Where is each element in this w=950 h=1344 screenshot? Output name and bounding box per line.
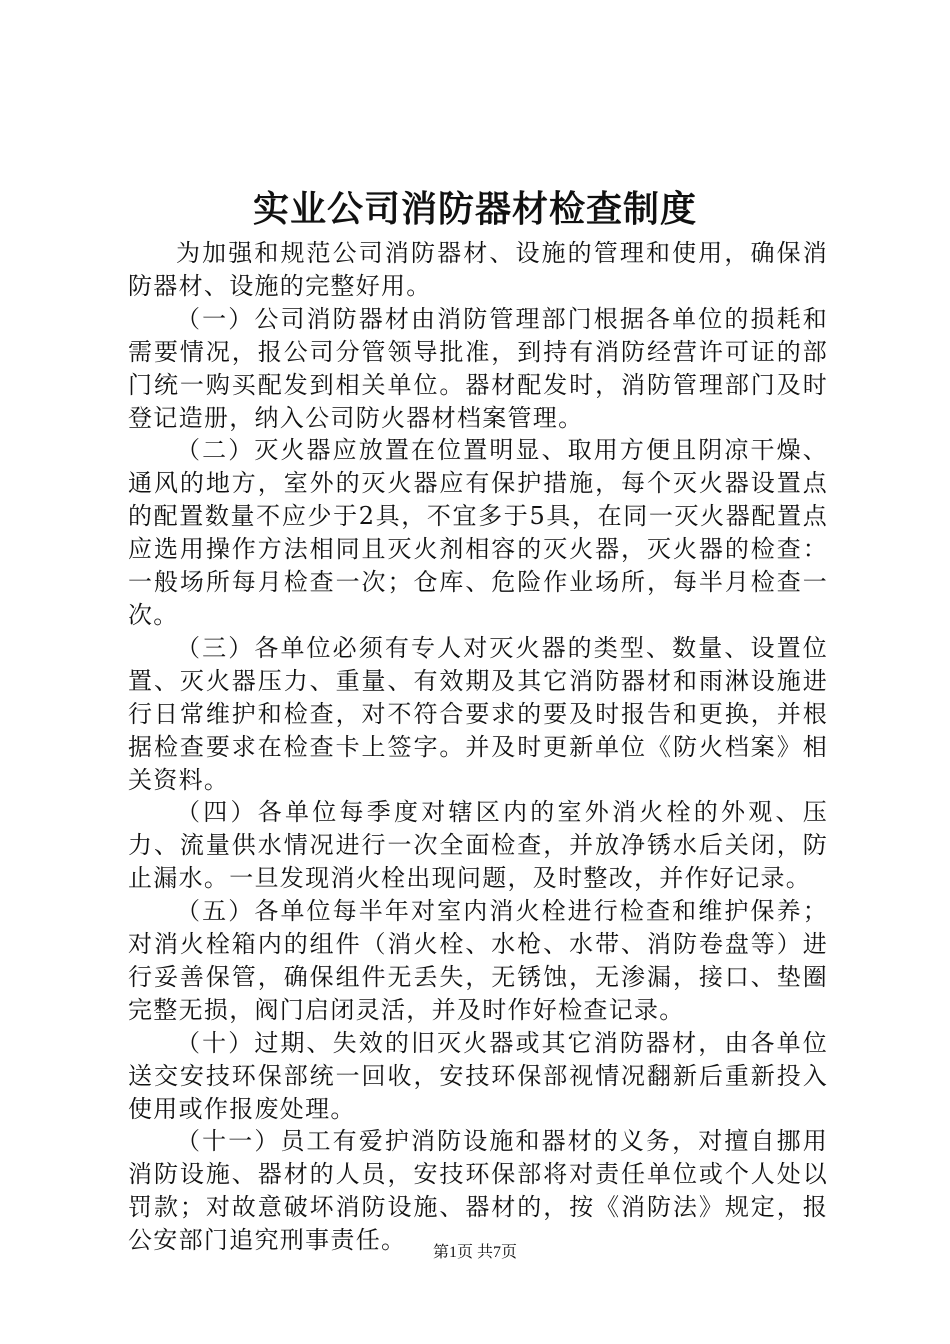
paragraph-item-5: （五）各单位每半年对室内消火栓进行检查和维护保养；对消火栓箱内的组件（消火栓、水枪、水带、消防卷盘等）进行妥善保管，确保组件无丢失，无锈蚀，无渗漏，接口、垫圈完整无损，阀门启闭灵活，并及时作好检查记录。 bbox=[128, 897, 828, 1024]
document-body bbox=[128, 237, 828, 1257]
paragraph-intro: 为加强和规范公司消防器材、设施的管理和使用，确保消防器材、设施的完整好用。 bbox=[128, 239, 828, 300]
page-footer: 第1页 共7页 bbox=[432, 1244, 517, 1261]
document-title: 实业公司消防器材检查制度 bbox=[252, 189, 697, 230]
paragraph-item-10: （十）过期、失效的旧灭火器或其它消防器材，由各单位送交安技环保部统一回收，安技环保部视情况翻新后重新投入使用或作报废处理。 bbox=[128, 1028, 828, 1123]
paragraph-item-2: （二）灭火器应放置在位置明显、取用方便且阴凉干燥、通风的地方，室外的灭火器应有保护措施，每个灭火器设置点的配置数量不应少于2具，不宜多于5具，在同一灭火器配置点应选用操作方法相同且灭火剂相容的灭火器，灭火器的检查：一般场所每月检查一次；仓库、危险作业场所，每半月检查一次。 bbox=[128, 436, 828, 629]
paragraph-item-11: （十一）员工有爱护消防设施和器材的义务，对擅自挪用消防设施、器材的人员，安技环保部将对责任单位或个人处以罚款；对故意破坏消防设施、器材的，按《消防法》规定，报公安部门追究刑事责任。 bbox=[128, 1127, 828, 1255]
paragraph-item-1: （一）公司消防器材由消防管理部门根据各单位的损耗和需要情况，报公司分管领导批准，到持有消防经营许可证的部门统一购买配发到相关单位。器材配发时，消防管理部门及时登记造册，纳入公司防火器材档案管理。 bbox=[128, 304, 828, 432]
paragraph-item-3: （三）各单位必须有专人对灭火器的类型、数量、设置位置、灭火器压力、重量、有效期及其它消防器材和雨淋设施进行日常维护和检查，对不符合要求的要及时报告和更换，并根据检查要求在检查卡上签字。并及时更新单位《防火档案》相关资料。 bbox=[128, 633, 828, 794]
paragraph-item-4: （四）各单位每季度对辖区内的室外消火栓的外观、压力、流量供水情况进行一次全面检查，并放净锈水后关闭，防止漏水。一旦发现消火栓出现问题，及时整改，并作好记录。 bbox=[128, 798, 828, 893]
